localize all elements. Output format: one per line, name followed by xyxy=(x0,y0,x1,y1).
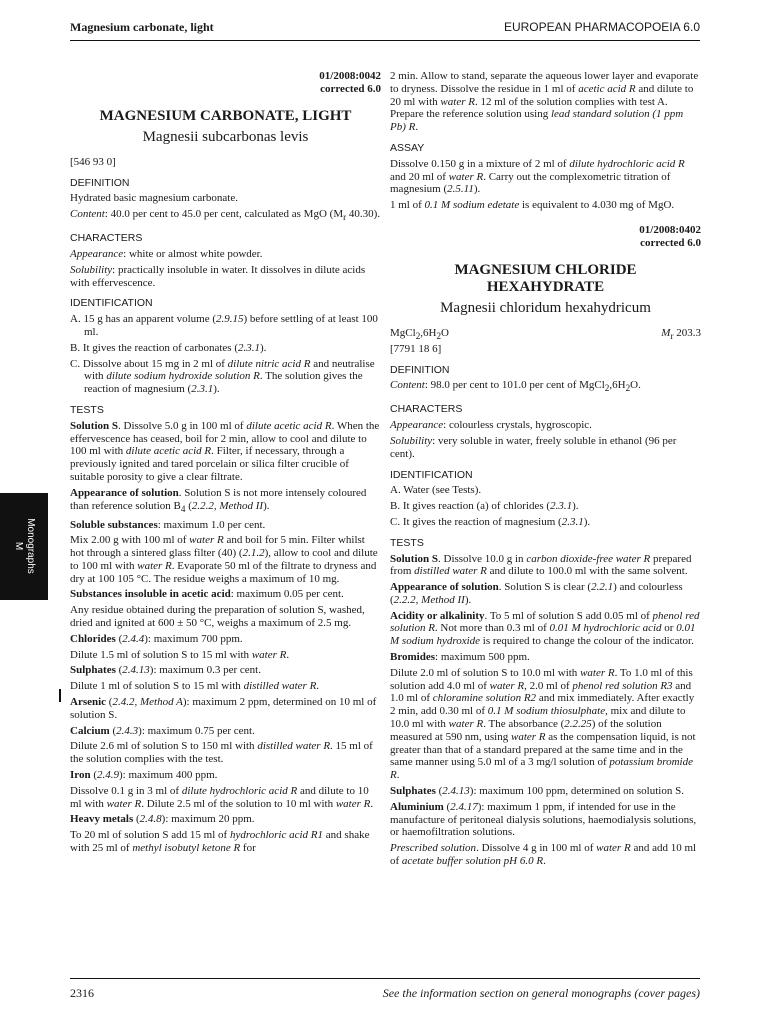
heavy-metals-continuation: 2 min. Allow to stand, separate the aqueous lower layer and evaporate to dryness. Dissolve the residue in 1 ml of acetic acid R and dilute to 20 ml with water R. 12 ml of the solution complies with test A. Prepare the reference solution using lead standard solution (1 ppm Pb) R. xyxy=(390,70,699,134)
test-aluminium: Aluminium (2.4.17): maximum 1 ppm, if intended for use in the manufacture of peritoneal dialysis solutions, haemodialysis solutions, or haemofiltration solutions. xyxy=(390,800,697,839)
test-insoluble-acetic-method: Any residue obtained during the preparation of solution S, washed, dried and ignited at 600 ± 50 °C, weighs a maximum of 2.5 mg. xyxy=(70,604,365,630)
monograph-correction-2: corrected 6.0 xyxy=(640,236,701,249)
left-column xyxy=(70,70,381,858)
test-solution-s: Solution S. Dissolve 5.0 g in 100 ml of dilute acetic acid R. When the effervescence has ceased, boil for 2 min, allow to cool and dilute to 100 ml with dilute acetic acid R. Filter, if necessary, through a previously ignited and tared porcelain or silica filter crucible of suitable porosity to give a clear filtrate. xyxy=(70,419,380,483)
test-appearance-of-solution: Appearance of solution. Solution S is not more intensely coloured than reference solution $B_4$ (2.2.2, Method II). xyxy=(70,486,367,514)
identification-c: C. Dissolve about 15 mg in 2 ml of dilute nitric acid R and neutralise with dilute sodium hydroxide solution R. The solution gives the reaction of magnesium (2.3.1). xyxy=(70,357,375,396)
test-solution-s-2: Solution S. Dissolve 10.0 g in carbon dioxide-free water R prepared from distilled water R and dilute to 100.0 ml with the same solvent. xyxy=(390,552,692,578)
monograph-reference-2 xyxy=(390,224,701,250)
appearance-text-2: Appearance: colourless crystals, hygroscopic. xyxy=(390,419,592,432)
identification-a-2: A. Water (see Tests). xyxy=(390,484,482,497)
test-heavy-metals-method: To 20 ml of solution S add 15 ml of hydrochloric acid R1 and shake with 25 ml of methyl isobutyl ketone R for xyxy=(70,829,370,855)
section-heading-identification: IDENTIFICATION xyxy=(70,297,153,310)
appearance-text: Appearance: white or almost white powder. xyxy=(70,247,263,260)
section-heading-characters: CHARACTERS xyxy=(70,232,143,245)
side-tab-line2: M xyxy=(13,541,24,551)
definition-text: Hydrated basic magnesium carbonate. xyxy=(70,192,238,205)
monographs-side-tab xyxy=(0,493,48,600)
test-iron-method: Dissolve 0.1 g in 3 ml of dilute hydrochloric acid R and dilute to 10 ml with water R. Dilute 2.5 ml of the solution to 10 ml with water R. xyxy=(70,784,374,810)
right-column xyxy=(390,70,701,871)
test-soluble-substances-method: Mix 2.00 g with 100 ml of water R and boil for 5 min. Filter whilst hot through a sintered glass filter (40) (2.1.2), allow to cool and dilute to 100 ml with water R. Evaporate 50 ml of the filtrate to dryness and dry at 100 105 °C. The residue weighs a maximum of 10 mg. xyxy=(70,534,378,585)
monograph-correction: corrected 6.0 xyxy=(320,83,381,95)
solubility-text-2: Solubility: very soluble in water, freely soluble in ethanol (96 per cent). xyxy=(390,434,677,460)
assay-equivalence: 1 ml of 0.1 M sodium edetate is equivalent to 4.030 mg of MgO. xyxy=(390,199,675,212)
section-heading-definition-2: DEFINITION xyxy=(390,363,450,376)
footer-rule xyxy=(70,978,700,979)
test-sulphates-method: Dilute 1 ml of solution S to 15 ml with distilled water R. xyxy=(70,680,320,693)
relative-molecular-mass: $M_r$ 203.3 xyxy=(661,326,701,341)
cas-number-2: [7791 18 6] xyxy=(390,342,442,355)
test-calcium: Calcium (2.4.3): maximum 0.75 per cent. xyxy=(70,724,255,737)
molecular-formula: $MgCl_2,6H_2O$ xyxy=(390,326,449,341)
test-sulphates-2: Sulphates (2.4.13): maximum 100 ppm, determined on solution S. xyxy=(390,785,684,798)
test-appearance-of-solution-2: Appearance of solution. Solution S is clear (2.2.1) and colourless (2.2.2, Method II). xyxy=(390,581,683,606)
identification-b-2: B. It gives reaction (a) of chlorides (2.3.1). xyxy=(390,500,579,513)
monograph-number-2: 01/2008:0402 xyxy=(639,223,701,236)
test-insoluble-acetic: Substances insoluble in acetic acid: maximum 0.05 per cent. xyxy=(70,588,344,601)
identification-c-2: C. It gives the reaction of magnesium (2.3.1). xyxy=(390,515,591,528)
side-tab-line1: Monographs xyxy=(25,518,36,574)
section-heading-tests-2: TESTS xyxy=(390,536,424,549)
monograph-title: MAGNESIUM CARBONATE, LIGHT xyxy=(99,108,352,124)
latin-title-2: Magnesii chloridum hexahydricum xyxy=(440,299,651,316)
test-bromides: Bromides: maximum 500 ppm. xyxy=(390,651,530,664)
test-bromides-method: Dilute 2.0 ml of solution S to 10.0 ml with water R. To 1.0 ml of this solution add 4.0 ml of water R, 2.0 ml of phenol red solution R3 and 1.0 ml of chloramine solution R2 and mix immediately. After exactly 2 min, add 0.30 ml of 0.1 M sodium thiosulphate, mix and dilute to 10.0 ml with water R. The absorbance (2.2.25) of the solution measured at 590 nm, using water R as the compensation liquid, is not greater than that of a standard prepared at the same time and in the same manner using 5.0 ml of a 3 mg/l solution of potassium bromide R. xyxy=(390,666,696,782)
section-heading-identification-2: IDENTIFICATION xyxy=(390,468,473,481)
identification-b: B. It gives the reaction of carbonates (2.3.1). xyxy=(70,341,267,354)
identification-a: A. 15 g has an apparent volume (2.9.15) before settling of at least 100 ml. xyxy=(70,313,378,338)
content-text-2: Content: 98.0 per cent to 101.0 per cent of $MgCl_2,6H_2O$. xyxy=(390,379,641,394)
test-prescribed-solution: Prescribed solution. Dissolve 4 g in 100 ml of water R and add 10 ml of acetate buffer solution pH 6.0 R. xyxy=(390,842,697,868)
revision-marker xyxy=(59,689,61,702)
monograph-number: 01/2008:0042 xyxy=(319,70,381,82)
test-sulphates: Sulphates (2.4.13): maximum 0.3 per cent. xyxy=(70,664,261,677)
section-heading-tests: TESTS xyxy=(70,403,104,416)
section-heading-assay: ASSAY xyxy=(390,141,425,154)
side-tab-label xyxy=(12,493,36,600)
solubility-text: Solubility: practically insoluble in water. It dissolves in dilute acids with effervescence. xyxy=(70,263,366,289)
monograph-reference xyxy=(70,70,381,96)
section-heading-characters-2: CHARACTERS xyxy=(390,403,463,416)
latin-title: Magnesii subcarbonas levis xyxy=(142,129,309,145)
test-chlorides: Chlorides (2.4.4): maximum 700 ppm. xyxy=(70,632,243,645)
test-chlorides-method: Dilute 1.5 ml of solution S to 15 ml with water R. xyxy=(70,648,290,661)
running-header-right: EUROPEAN PHARMACOPOEIA 6.0 xyxy=(503,20,700,34)
molecular-formula-row xyxy=(390,327,701,343)
test-arsenic: Arsenic (2.4.2, Method A): maximum 2 ppm, determined on 10 ml of solution S. xyxy=(70,696,377,721)
test-acidity-alkalinity: Acidity or alkalinity. To 5 ml of solution S add 0.05 ml of phenol red solution R. Not more than 0.3 ml of 0.01 M hydrochloric acid or 0.01 M sodium hydroxide is required to change the colour of the indicator. xyxy=(390,609,700,648)
test-iron: Iron (2.4.9): maximum 400 ppm. xyxy=(70,769,218,782)
test-heavy-metals: Heavy metals (2.4.8): maximum 20 ppm. xyxy=(70,813,255,826)
running-header-left: Magnesium carbonate, light xyxy=(70,20,214,34)
page-number: 2316 xyxy=(70,986,94,1000)
cas-number: [546 93 0] xyxy=(70,155,116,168)
section-heading-definition: DEFINITION xyxy=(70,176,130,189)
content-text: Content: 40.0 per cent to 45.0 per cent, calculated as MgO ($M_r$ 40.30). xyxy=(70,208,381,223)
test-soluble-substances: Soluble substances: maximum 1.0 per cent. xyxy=(70,518,266,531)
assay-text: Dissolve 0.150 g in a mixture of 2 ml of dilute hydrochloric acid R and 20 ml of water R. Carry out the complexometric titration of magnesium (2.5.11). xyxy=(390,157,685,196)
header-rule xyxy=(70,40,700,41)
footer-note: See the information section on general monographs (cover pages) xyxy=(382,986,700,1000)
monograph-title-2: MAGNESIUM CHLORIDE HEXAHYDRATE xyxy=(454,261,637,295)
test-calcium-method: Dilute 2.6 ml of solution S to 150 ml with distilled water R. 15 ml of the solution complies with the test. xyxy=(70,740,373,766)
